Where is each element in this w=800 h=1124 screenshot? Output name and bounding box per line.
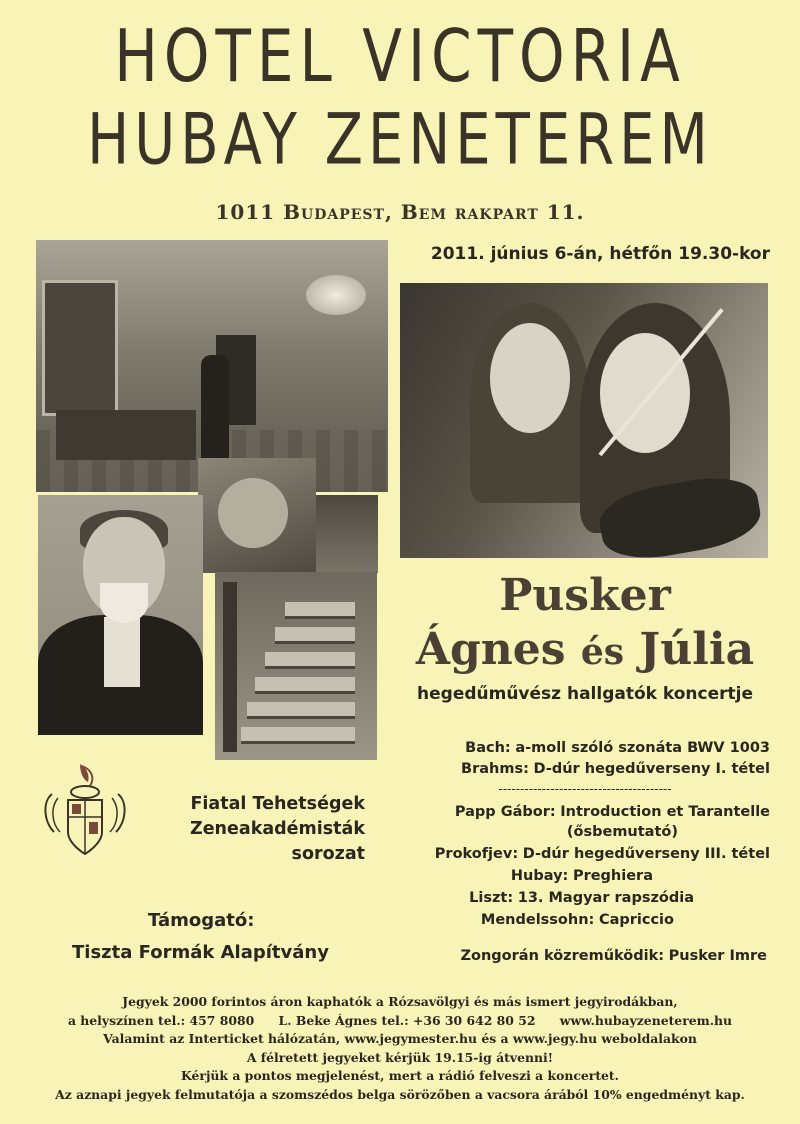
- hotel-title: HOTEL VICTORIA: [114, 13, 686, 99]
- performer-names: [400, 624, 770, 675]
- program-item: Bach: a-moll szóló szonáta BWV 1003: [465, 740, 770, 756]
- venue-address: 1011 Budapest, Bem rakpart 11.: [215, 200, 585, 224]
- performer-first-name-1: Ágnes: [415, 624, 566, 675]
- performers-photo: [400, 283, 768, 558]
- program-item: Hubay: Preghiera: [510, 868, 653, 884]
- series-line: Zeneakadémisták: [190, 819, 365, 839]
- hall-title: HUBAY ZENETEREM: [87, 99, 713, 182]
- interior-detail-photo: [316, 495, 378, 573]
- program-item: Papp Gábor: Introduction et Tarantelle: [454, 804, 770, 820]
- performer-surname: Pusker: [499, 570, 671, 621]
- ticket-info-line: A félretett jegyeket kérjük 19.15-ig átvenni!: [246, 1049, 554, 1065]
- contact-phone: L. Beke Ágnes tel.: +36 30 642 80 52: [278, 1012, 536, 1028]
- piano-accompanist: Zongorán közreműködik: Pusker Imre: [460, 948, 767, 964]
- program-item: Prokofjev: D-dúr hegedűverseny III. tétel: [434, 846, 770, 862]
- concert-hall-photo: [36, 240, 388, 492]
- staircase-photo: [215, 572, 377, 760]
- hubay-portrait-photo: [38, 495, 203, 735]
- ticket-info-line: Jegyek 2000 forintos áron kaphatók a Rózsavölgyi és más ismert jegyirodákban,: [122, 994, 678, 1009]
- concert-series: [150, 792, 365, 867]
- program-item: Mendelssohn: Capriccio: [480, 912, 674, 928]
- sponsor-name: Tiszta Formák Alapítvány: [72, 942, 329, 963]
- performer-names-conjunction: és: [580, 631, 625, 673]
- website-link[interactable]: www.hubayzeneterem.hu: [559, 1012, 733, 1028]
- venue-phone: a helyszínen tel.: 457 8080: [67, 1012, 255, 1028]
- series-line: sorozat: [291, 844, 365, 864]
- program-item: Liszt: 13. Magyar rapszódia: [469, 890, 694, 906]
- program-divider: ----------------------------------------: [498, 782, 672, 796]
- program-item-note: (ősbemutató): [566, 824, 678, 840]
- program-item: Brahms: D-dúr hegedűverseny I. tétel: [461, 761, 770, 777]
- ticket-info-line: Az aznapi jegyek felmutatója a szomszédos belga sörözőben a vacsora árából 10% engedményt kap.: [55, 1086, 745, 1102]
- concert-date: 2011. június 6-án, hétfőn 19.30-kor: [430, 244, 770, 264]
- ticket-info-line: Kérjük a pontos megjelenést, mert a rádió felveszi a koncertet.: [181, 1068, 619, 1083]
- sponsor-label: Támogató:: [148, 910, 255, 931]
- series-line: Fiatal Tehetségek: [190, 794, 365, 814]
- coat-of-arms-icon: [40, 762, 130, 862]
- ticket-contact-line: [0, 1012, 800, 1031]
- concert-subtitle: hegedűművész hallgatók koncertje: [417, 684, 753, 704]
- carving-photo: [198, 458, 316, 573]
- ticket-info-line: Valamint az Interticket hálózatán, www.jegymester.hu és a www.jegy.hu weboldalakon: [103, 1031, 697, 1046]
- performer-first-name-2: Júlia: [639, 624, 755, 675]
- ticket-info: [0, 993, 800, 1104]
